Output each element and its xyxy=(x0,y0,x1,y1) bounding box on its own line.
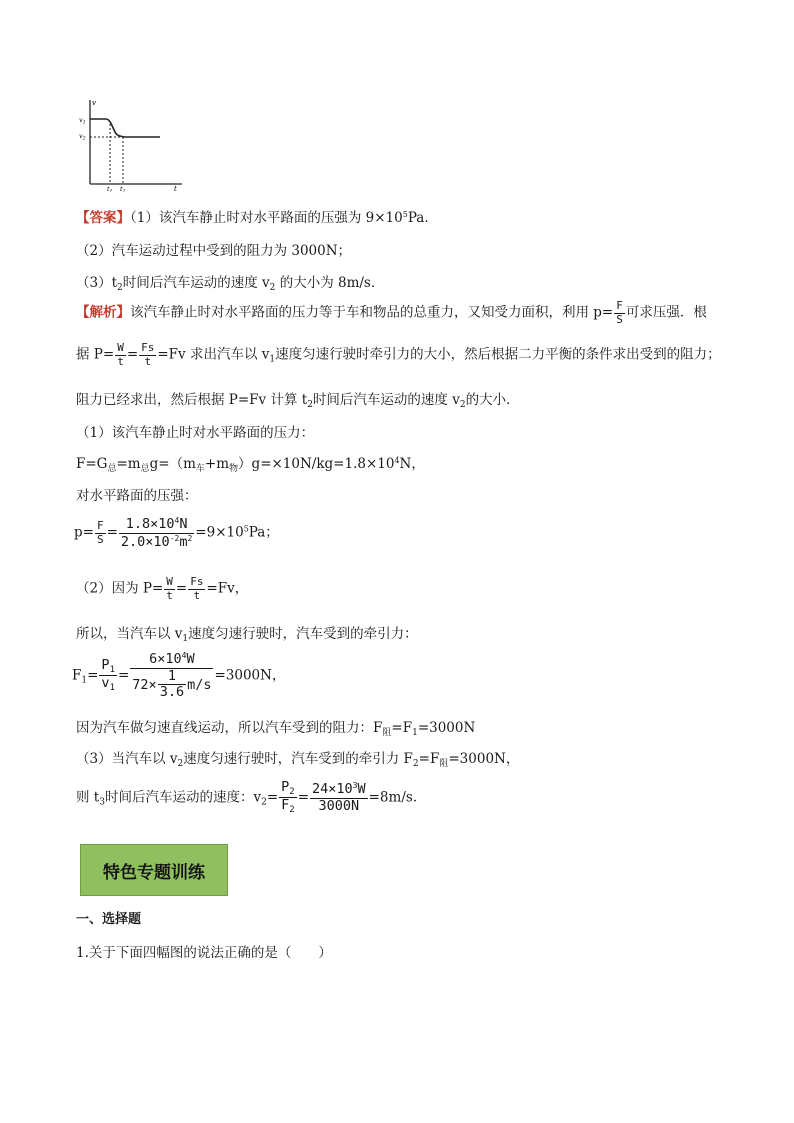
fraction-w-over-t: $\frac{W}{t}$ xyxy=(117,341,124,368)
graph-v2-label: $v_2$ xyxy=(79,132,86,142)
solution-step-7: $F_1=$ $\frac{P_1}{v_1}$ = $6\times 10^4W$ 72× $\frac{1}{3.6}$ m/s =3000N， xyxy=(72,651,286,701)
analysis-line-2: 据 P= $\frac{W}{t}$ = $\frac{Fs}{t}$ =Fv 求出汽车以 $v_1$速度匀速行驶时牵引力的大小，然后根据二力平衡的条件求出受到的阻力； xyxy=(76,341,721,368)
fraction-one-over-3-6: $\frac{1}{3.6}$ xyxy=(159,667,185,701)
analysis-line-3: 阻力已经求出，然后根据 P=Fv 计算 $t_2$时间后汽车运动的速度 $v_2$的大小． xyxy=(76,392,520,410)
graph-v1-label: $v_1$ xyxy=(79,116,86,126)
fraction-w-over-t-2: $\frac{W}{t}$ xyxy=(166,575,173,602)
fraction-fs-over-t: $\frac{Fs}{t}$ xyxy=(141,341,155,368)
solution-step-8: 因为汽车做匀速直线运动，所以汽车受到的阻力：$F_阻=F_1=3000N$ xyxy=(76,720,476,738)
fraction-p1-over-v1: $\frac{P_1}{v_1}$ xyxy=(101,656,115,694)
fraction-f-over-s-2: $\frac{F}{S}$ xyxy=(96,518,104,546)
solution-step-3: 对水平路面的压强： xyxy=(76,488,198,504)
fraction-p2-over-f2: $\frac{P_2}{F_2}$ xyxy=(281,779,295,816)
analysis-line-1: 【解析】该汽车静止时对水平路面的压力等于车和物品的总重力，又知受力面积，利用 p= $\frac{F}{S}$ 可求压强．根 xyxy=(76,299,707,326)
graph-x-axis-label: t xyxy=(174,185,177,192)
question-1: 1.关于下面四幅图的说法正确的是（ ） xyxy=(76,945,332,961)
solution-step-6: 所以，当汽车以 $v_1$速度匀速行驶时，汽车受到的牵引力： xyxy=(76,626,418,644)
answer-line-2: （2）汽车运动过程中受到的阻力为 3000N； xyxy=(76,243,352,259)
section-banner: 特色专题训练 xyxy=(80,844,228,896)
fraction-fs-over-t-2: $\frac{Fs}{t}$ xyxy=(190,575,204,602)
graph-t2-label: $t_2$ xyxy=(120,185,126,192)
section-heading: 一、选择题 xyxy=(76,912,142,927)
answer-tag: 【答案】 xyxy=(76,210,130,226)
solution-step-1: （1）该汽车静止时对水平路面的压力： xyxy=(76,425,315,441)
fraction-pressure-value: $\frac{1.8\times 10^4N}{2.0\times 10^{-2}m^2}$ xyxy=(120,516,193,550)
analysis-tag: 【解析】 xyxy=(76,304,130,321)
solution-step-4: p= $\frac{F}{S}$ = $\frac{1.8\times 10^4N}{2.0\times 10^{-2}m^2}$ $=9\times 10^5Pa$； xyxy=(74,516,279,550)
solution-step-5: （2）因为 P= $\frac{W}{t}$ = $\frac{Fs}{t}$ =Fv， xyxy=(76,575,249,602)
answer-line-3: $(3)t_2$时间后汽车运动的速度 $v_2$ 的大小为 8m/s． xyxy=(76,275,385,293)
answer-line-1: 【答案】（1）该汽车静止时对水平路面的压强为 $9\times 10^5Pa$． xyxy=(76,210,438,226)
fraction-power-over-speed: $6\times 10^4W$ 72× $\frac{1}{3.6}$ m/s xyxy=(132,651,212,701)
solution-step-2: $F=G_总=m_总g=(m_车+m_物)g=\times 10N/kg=1.8\times 10^4N$， xyxy=(76,456,425,474)
graph-velocity-curve xyxy=(90,119,160,137)
fraction-f-over-s: $\frac{F}{S}$ xyxy=(616,299,623,326)
solution-step-10: 则 $t_3$时间后汽车运动的速度：$v_2=$ $\frac{P_2}{F_2}$ = $\frac{24\times 10^3W}{3000N}$ =8m/s. xyxy=(76,779,418,816)
fraction-power-over-force: $\frac{24\times 10^3W}{3000N}$ xyxy=(312,781,366,814)
graph-y-axis-label: v xyxy=(92,99,96,107)
velocity-time-graph xyxy=(78,96,188,192)
graph-t1-label: $t_1$ xyxy=(107,185,113,192)
solution-step-9: （3）当汽车以 $v_2$速度匀速行驶时，汽车受到的牵引力 $F_2=F_阻=3000N$， xyxy=(76,751,520,769)
